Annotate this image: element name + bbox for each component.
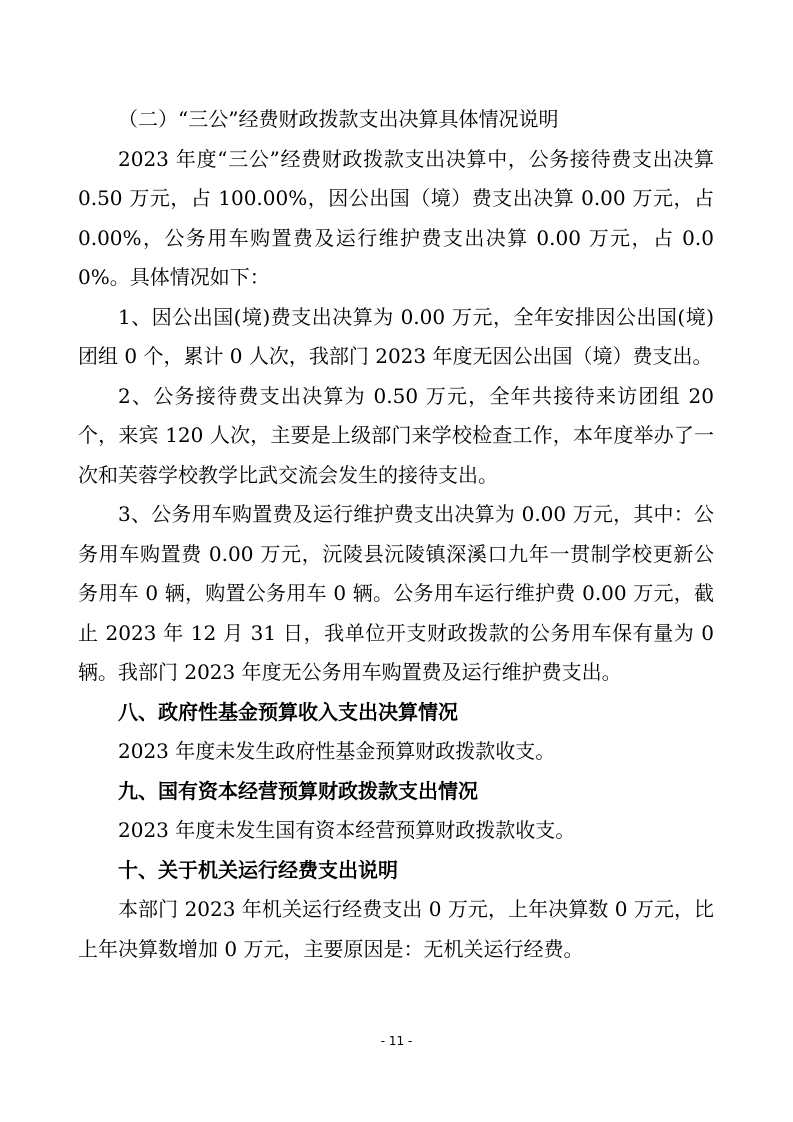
heading-government-fund: 八、政府性基金预算收入支出决算情况 [118, 699, 458, 724]
heading-state-capital: 九、国有资本经营预算财政拨款支出情况 [118, 778, 478, 803]
paragraph-sangong-summary: 2023 年度“三公”经费财政拨款支出决算中，公务接待费支出决算 0.50 万元，占 100.00%，因公出国（境）费支出决算 0.00 万元，占 0.00%，公务用车购置费及运行维护费支出决算 0.00 万元，占 0.00%。具体情况如下： [78, 146, 714, 289]
paragraph-government-fund: 2023 年度未发生政府性基金预算财政拨款收支。 [118, 739, 556, 763]
paragraph-state-capital: 2023 年度未发生国有资本经营预算财政拨款收支。 [118, 818, 576, 842]
paragraph-vehicles: 3、公务用车购置费及运行维护费支出决算为 0.00 万元，其中：公务用车购置费 0.00 万元，沅陵县沅陵镇深溪口九年一贯制学校更新公务用车 0 辆，购置公务用车 0 辆。公务用车运行维护费 0.00 万元，截止 2023 年 12 月 31 日，我单位开支财政拨款的公务用车保有量为 0 辆。我部门 2023 年度无公务用车购置费及运行维护费支出。 [78, 502, 714, 684]
page-number: - 11 - [380, 1034, 413, 1048]
subsection-title-sangong: （二）“三公”经费财政拨款支出决算具体情况说明 [118, 107, 559, 131]
paragraph-overseas-travel: 1、因公出国(境)费支出决算为 0.00 万元，全年安排因公出国(境)团组 0 个，累计 0 人次，我部门 2023 年度无因公出国（境）费支出。 [78, 304, 714, 368]
paragraph-operating-expenses: 本部门 2023 年机关运行经费支出 0 万元，上年决算数 0 万元，比上年决算数增加 0 万元，主要原因是：无机关运行经费。 [78, 897, 714, 961]
heading-operating-expenses: 十、关于机关运行经费支出说明 [118, 857, 398, 882]
paragraph-reception: 2、公务接待费支出决算为 0.50 万元，全年共接待来访团组 20 个，来宾 120 人次，主要是上级部门来学校检查工作，本年度举办了一次和芙蓉学校教学比武交流会发生的接待支出。 [78, 383, 714, 487]
document-body [78, 100, 714, 969]
